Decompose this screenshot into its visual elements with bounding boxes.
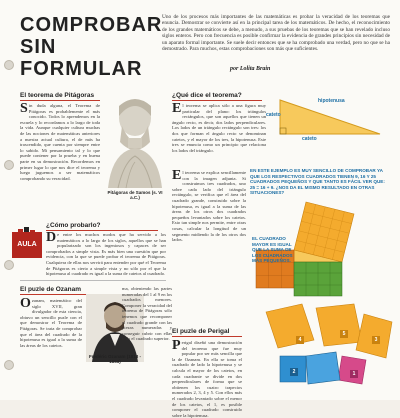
byline: por Lolita Brain — [230, 66, 271, 72]
label-cateto-side: cateto — [266, 112, 281, 118]
pitagoras-body: in duda alguna, el Teorema de Pitágoras es probablemente el más conocido. Todos lo aprendemos en la escuela y lo recordamos a lo largo de toda la vida. Aunque cualquier cultura muchas de las nociones de matemáticas anteriores a nuestra actual cultura, el de más ha trascendido, que cuenta por siempre entre lo sabido. Mi pensamiento tal y lo que puede contener por la prueba y en buena parte en su demostración. Recordemos en primer lugar lo que nos dice el teorema y luego juguemos a ser matemáticos comprobando su veracidad. — [20, 103, 100, 181]
explica-text — [172, 170, 246, 274]
perigal-body: erigal diseñó una demostración del teorema que fue muy popular por ser más sencilla que la de Ozanam. En ella se toma el cuadrado de lado la hipotenusa y se calcula el mayor de los catetos, en cada cuadrante se divide en dos perpendiculares de forma que se obtienen los cuatro trapecios numerados 2, 3, 4 y 5. Con ellos más el cuadrado levantado sobre el menor de los catetos, el 1, es posible componer el cuadrado construido sobre la hipotenusa. — [172, 340, 242, 418]
section-heading-ozanam: El puzle de Ozanam — [20, 286, 90, 295]
pitagoras-text — [20, 103, 100, 215]
como-probarlo-body: e entre los muchos modos que ha servido a los matemáticos a lo largo de los siglos, aquellos que se han popularizado son los ingeniosos y capaces de ser comprobados a simple vista. Es más bien una cuestión que por evidencia, con la que se puede probar el teorema de Pitágoras. Cualquiera de ellas nos servirá para entender por qué el Teorema de Pitágoras es cierto a simple vista y no sólo por el que la hipotenusa al cuadrado es igual a la suma de catetos al cuadrado. — [46, 232, 166, 277]
ozanam-text — [20, 298, 82, 394]
label-cateto-bottom: cateto — [302, 136, 317, 142]
puzzle-number-4: 4 — [296, 336, 304, 344]
divider — [20, 280, 166, 281]
explica-body: l teorema se explica sencillamente con la imagen adjunta. Si construimos tres cuadrados, uno sobre cada lado del triángulo rectángulo, se verifica que el área del cuadrado grande, construido sobre la hipotenusa, es igual a la suma de las áreas de los otros dos cuadrados pequeños levantados sobre los catetos. Esto tan simple nos permite, entre otras cosas, calcular la longitud de un segmento midiendo la de los otros dos lados. — [172, 170, 246, 243]
puzzle-number-5: 5 — [340, 330, 348, 338]
ozanam-text-2: ma, obteniendo las partes numeradas del 1 al 9 en los cuadrados menores. Componer la veracidad del teorema de Pitágoras sólo tenemos que recomponer el cuadrado grande con las piezas numeradas y conseguir cubrir con ellas todo el cuadrado superior. — [122, 286, 173, 342]
label-hipotenusa: hipotenusa — [318, 98, 345, 104]
blue-example-text: EN ESTE EJEMPLO ES MUY SENCILLO DE COMPROBAR YA QUE LOS RESPECTIVOS CUADRADOS TIENEN 9, 16 Y 25 CUADRADOS PEQUEÑOS Y QUE TANTO ES FÁCIL VER QUE: 25 = 16 + 9. ¿NOS DA EL MISMO RESULTADO EN OTRAS SITUACIONES? — [250, 168, 385, 196]
pythagoras-bust-image — [104, 96, 166, 188]
dropcap: E — [172, 168, 182, 183]
blue-note: EL CUADRADO MAYOR ES IGUAL QUE LA SUMA DE LOS CUADRADOS MÁS PEQUEÑOS. — [252, 236, 293, 264]
puzzle-number-3: 3 — [372, 336, 380, 344]
intro-paragraph: Uno de los procesos más importantes de las matemáticas es probar la veracidad de los teoremas que enuncia. Demostrar se convierte así en la principal tarea de los matemáticos. De hecho, el reconocimiento de los grandes matemáticos se debe, a menudo, a sus pruebas de los teoremas que se han revelado incluso siglos enteros. Pero con frecuencia es posible confirmar la evidencia de grandes principios sin necesidad de un aparato formal importante. Se suele decir entonces que se ha comprobado una verdad, pero no que se ha demostrado. Para muchos, estas comprobaciones son más que suficientes. — [162, 14, 390, 53]
page-title — [20, 14, 163, 80]
title-line-1: COMPROBAR — [20, 14, 163, 36]
dropcap: E — [172, 101, 182, 116]
perigal-puzzle-diagram — [246, 302, 396, 398]
que-dice-text — [172, 103, 266, 165]
section-heading-perigal: El puzle de Perigal — [172, 328, 242, 337]
title-line-2: SIN FORMULAR — [20, 36, 143, 80]
ozanam-body: zanam, matemático del siglo XVII, gran divulgador de esta ciencia, obtuvo un sencillo puzle con el que demostrar el Teorema de Pitágoras. Se trata de comprobar que el área del cuadrado de la hipotenusa es igual a la suma de las áreas de los catetos. — [20, 298, 82, 348]
dropcap: O — [20, 296, 31, 311]
section-heading-como-probarlo: ¿Cómo probarlo? — [46, 222, 158, 231]
aula-logo: AULA — [12, 232, 42, 258]
puzzle-number-2: 2 — [290, 368, 298, 376]
section-heading-pitagoras: El teorema de Pitágoras — [20, 92, 100, 101]
section-heading-que-dice: ¿Qué dice el teorema? — [172, 92, 262, 101]
puzzle-number-1: 1 — [350, 370, 358, 378]
dropcap: S — [20, 101, 28, 116]
que-dice-body: l teorema se aplica sólo a una figura muy particular del plano: los triángulos rectángulos, que son aquellos que tienen un ángulo recto, es decir, dos lados perpendiculares. Los lados de un triángulo rectángulo son tres: los dos que forman el ángulo recto se denominan catetos, y el mayor de los tres, la hipotenusa. Este tres se enuncia como un principio que relaciona los lados del triángulo. — [172, 103, 266, 153]
perigal-text — [172, 338, 242, 418]
dropcap: D — [46, 230, 57, 245]
como-probarlo-text — [46, 232, 166, 276]
dropcap: P — [172, 338, 181, 353]
pitagoras-caption: Pitágoras de Samos (s. VI a.C.) — [107, 190, 163, 201]
ozanam-caption: Frédéric Ozanam (1813 - 1853) — [88, 354, 142, 365]
